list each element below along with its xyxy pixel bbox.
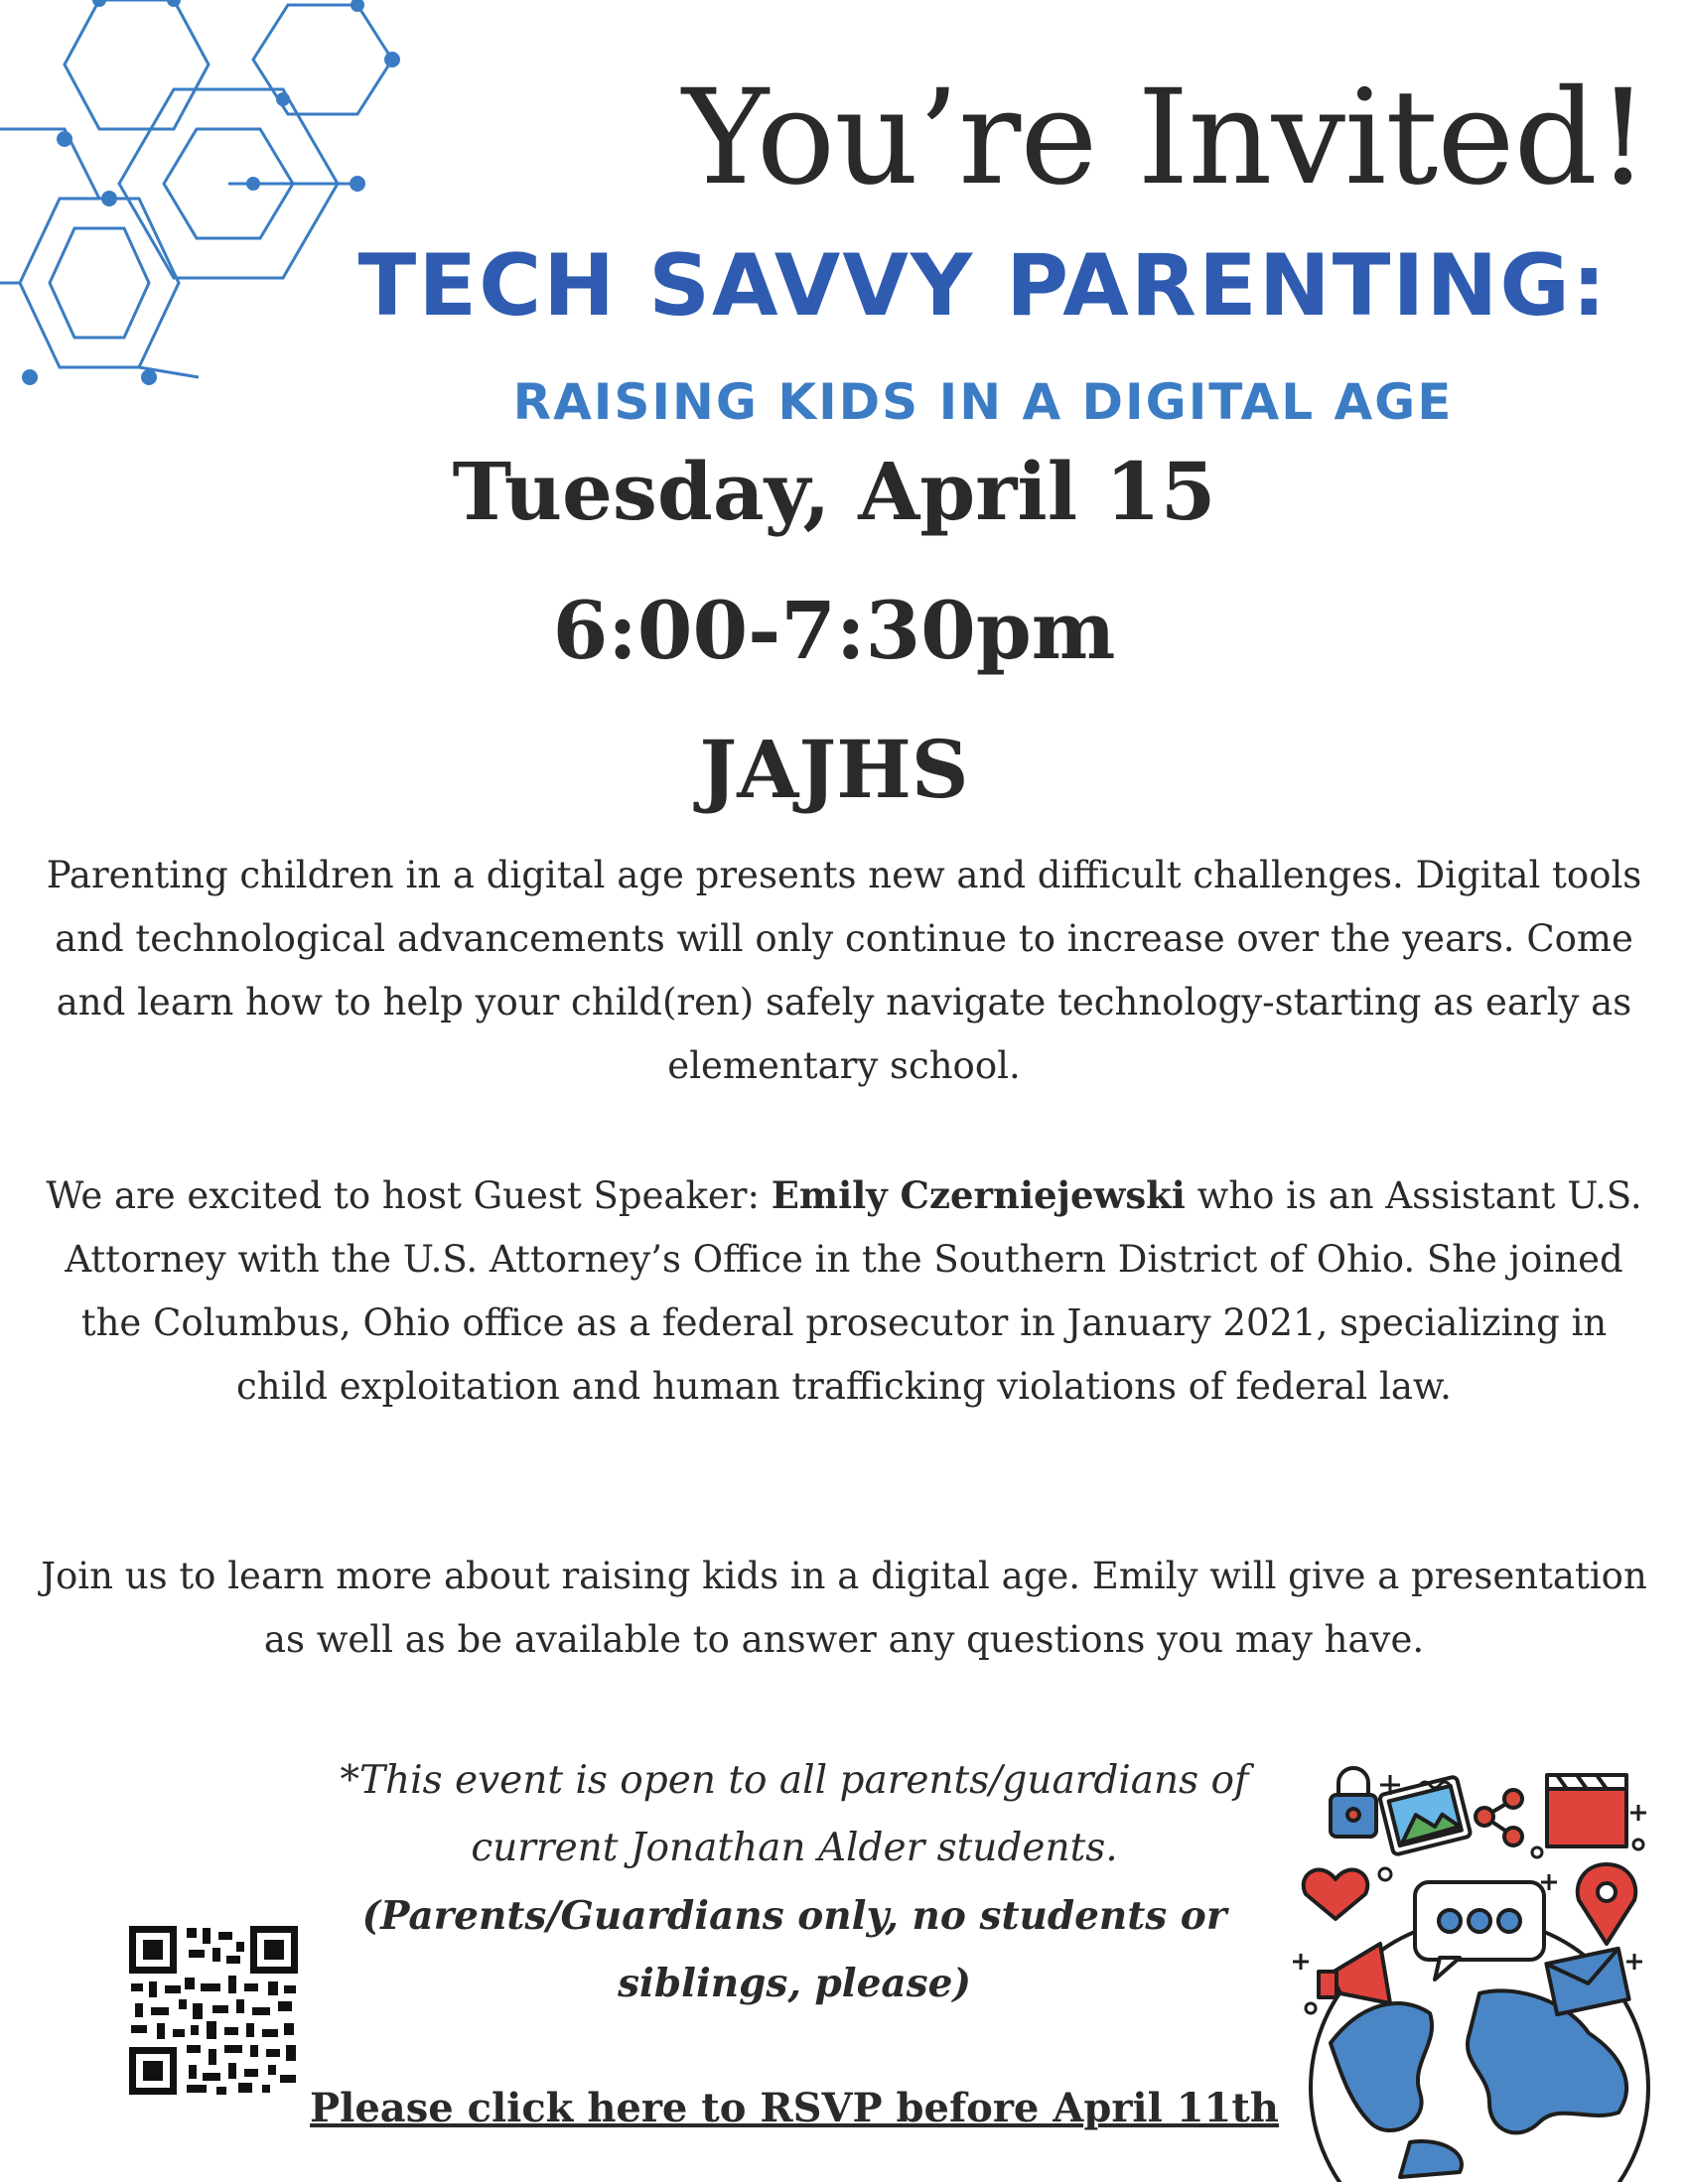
rsvp-link[interactable]: Please click here to RSVP before April 11th bbox=[310, 2085, 1279, 2131]
event-title: TECH SAVVY PARENTING: bbox=[357, 236, 1609, 336]
speaker-name: Emily Czerniejewski bbox=[771, 1173, 1186, 1217]
restriction-note: (Parents/Guardians only, no students or siblings, please) bbox=[361, 1893, 1227, 2006]
event-subtitle: RAISING KIDS IN A DIGITAL AGE bbox=[512, 373, 1454, 431]
eligibility-note: *This event is open to all parents/guardians of current Jonathan Alder students. bbox=[340, 1758, 1249, 1870]
intro-paragraph: Parenting children in a digital age presents new and difficult challenges. Digital tools and technological advancements will only continue to increase over the years. Come and learn how to help your child(ren) safely navigate technology-starting as early as elementary school. bbox=[46, 854, 1642, 1087]
invited-heading: You’re Invited! bbox=[682, 62, 1648, 214]
event-date: Tuesday, April 15 bbox=[452, 445, 1216, 538]
join-paragraph: Join us to learn more about raising kids in a digital age. Emily will give a presentation as well as be available to answer any questions you may have. bbox=[41, 1555, 1647, 1661]
speaker-bio-text: who is an Assistant U.S. Attorney with the U.S. Attorney’s Office in the Southern District of Ohio. She joined the Columbus, Ohio office as a federal prosecutor in January 2021, specializing in child exploitation and human trafficking violations of federal law. bbox=[65, 1174, 1642, 1408]
speaker-intro-text: We are excited to host Guest Speaker: bbox=[46, 1174, 772, 1217]
event-time: 6:00-7:30pm bbox=[552, 584, 1116, 677]
speaker-paragraph bbox=[30, 1163, 1658, 1419]
qr-code-icon[interactable] bbox=[129, 1926, 298, 2095]
hexagon-network-icon bbox=[0, 0, 437, 397]
event-venue: JAJHS bbox=[699, 723, 969, 816]
globe-social-media-icon bbox=[1291, 1745, 1668, 2182]
